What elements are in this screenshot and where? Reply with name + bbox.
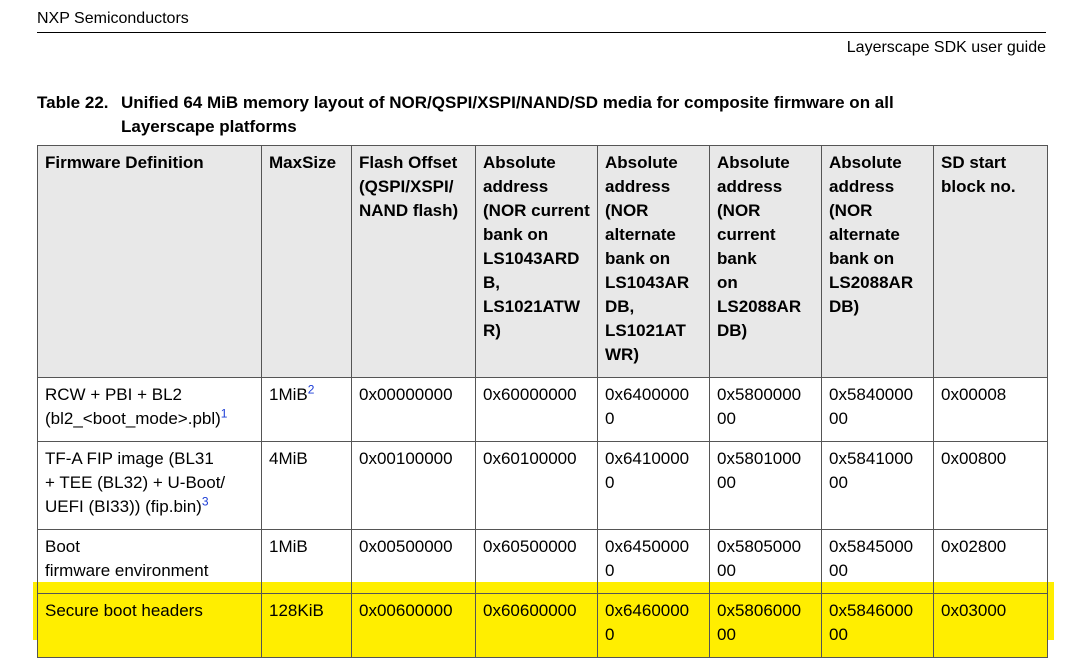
nor-current-ls1043-cell: 0x60500000	[476, 530, 598, 594]
column-header-line: MaxSize	[269, 153, 337, 172]
column-header-line: DB)	[829, 297, 860, 316]
cell-line: 0x5845000	[829, 537, 914, 556]
nor-current-ls2088-cell	[710, 442, 822, 530]
memory-layout-table	[37, 145, 1048, 658]
cell-line: 00	[829, 409, 848, 428]
column-header-line: B,	[483, 273, 500, 292]
column-header-line: WR)	[605, 345, 639, 364]
cell-line: 0	[605, 473, 615, 492]
cell-line: 00	[717, 561, 736, 580]
table-row	[38, 442, 1048, 530]
nor-current-ls1043-cell: 0x60600000	[476, 594, 598, 658]
column-header-line: address	[605, 177, 671, 196]
cell-line: 00	[717, 625, 736, 644]
column-header-line: Absolute	[717, 153, 790, 172]
cell-line: 0x5805000	[717, 537, 802, 556]
column-header-line: LS1021AT	[605, 321, 686, 340]
firmware-definition-cell	[38, 530, 262, 594]
nor-current-ls2088-cell	[710, 378, 822, 442]
cell-text: Boot	[45, 537, 80, 556]
column-header-line: Absolute	[483, 153, 556, 172]
cell-text: 128KiB	[269, 601, 324, 620]
cell-text: UEFI (BI33)) (fip.bin)	[45, 497, 202, 516]
column-header	[934, 146, 1048, 378]
sd-start-block-cell: 0x00008	[934, 378, 1048, 442]
column-header-line: bank on	[605, 249, 671, 268]
table-number: Table 22.	[37, 93, 109, 112]
column-header-line: block no.	[941, 177, 1016, 196]
column-header-line: DB,	[605, 297, 635, 316]
nor-current-ls1043-cell: 0x60000000	[476, 378, 598, 442]
column-header-line: bank on	[829, 249, 895, 268]
column-header-line: alternate	[605, 225, 676, 244]
cell-line	[45, 495, 254, 519]
cell-line: 00	[829, 473, 848, 492]
maxsize-cell	[262, 442, 352, 530]
column-header	[476, 146, 598, 378]
cell-line: 0x5806000	[717, 601, 802, 620]
column-header-line: on	[717, 273, 738, 292]
table-row	[38, 378, 1048, 442]
column-header-line: address	[829, 177, 895, 196]
flash-offset-cell: 0x00600000	[352, 594, 476, 658]
cell-line: 0x5800000	[717, 385, 802, 404]
header-divider	[37, 32, 1046, 33]
cell-text: RCW + PBI + BL2	[45, 385, 182, 404]
column-header-line: address	[717, 177, 783, 196]
footnote-link[interactable]: 2	[307, 382, 315, 397]
sd-start-block-cell: 0x00800	[934, 442, 1048, 530]
sd-start-block-cell: 0x03000	[934, 594, 1048, 658]
column-header-line: (NOR current	[483, 201, 590, 220]
flash-offset-cell: 0x00500000	[352, 530, 476, 594]
cell-line	[45, 599, 254, 623]
column-header-line: Absolute	[605, 153, 678, 172]
column-header-line: LS2088AR	[717, 297, 802, 316]
cell-line	[45, 535, 254, 559]
column-header-line: (NOR	[829, 201, 873, 220]
sd-start-block-cell: 0x02800	[934, 530, 1048, 594]
footnote-link[interactable]: 3	[201, 494, 209, 509]
column-header-line: current bank	[717, 225, 776, 268]
column-header-line: LS1043AR	[605, 273, 690, 292]
flash-offset-cell: 0x00100000	[352, 442, 476, 530]
cell-line: 0x6460000	[605, 601, 690, 620]
table-row	[38, 530, 1048, 594]
nor-alternate-ls1043-cell	[598, 594, 710, 658]
column-header	[822, 146, 934, 378]
cell-line: 0x5841000	[829, 449, 914, 468]
table-caption	[37, 91, 937, 139]
column-header	[710, 146, 822, 378]
cell-line: 0	[605, 409, 615, 428]
column-header-line: R)	[483, 321, 501, 340]
page-header-company: NXP Semiconductors	[37, 10, 189, 27]
cell-line: 0	[605, 561, 615, 580]
nor-alternate-ls2088-cell	[822, 442, 934, 530]
cell-line: 0x6400000	[605, 385, 690, 404]
column-header-line: LS2088AR	[829, 273, 914, 292]
maxsize-cell	[262, 530, 352, 594]
cell-line: 0x6410000	[605, 449, 690, 468]
nor-current-ls1043-cell: 0x60100000	[476, 442, 598, 530]
column-header-line: (NOR	[717, 201, 761, 220]
cell-line	[45, 383, 254, 407]
nor-alternate-ls2088-cell	[822, 530, 934, 594]
cell-text: Secure boot headers	[45, 601, 203, 620]
cell-text: 1MiB	[269, 385, 308, 404]
cell-text: (bl2_<boot_mode>.pbl)	[45, 409, 221, 428]
cell-line: 00	[829, 625, 848, 644]
cell-line	[45, 471, 254, 495]
cell-line: 0x5840000	[829, 385, 914, 404]
column-header-line: LS1043ARD	[483, 249, 580, 268]
table-header-row	[38, 146, 1048, 378]
column-header-line: bank on	[483, 225, 549, 244]
column-header-line: address	[483, 177, 549, 196]
footnote-link[interactable]: 1	[220, 406, 228, 421]
table-row	[38, 594, 1048, 658]
column-header-line: Flash Offset	[359, 153, 458, 172]
firmware-definition-cell	[38, 594, 262, 658]
column-header-line: DB)	[717, 321, 748, 340]
nor-alternate-ls1043-cell	[598, 378, 710, 442]
cell-line	[45, 447, 254, 471]
cell-text: TF-A FIP image (BL31	[45, 449, 214, 468]
column-header-line: (QSPI/XSPI/	[359, 177, 454, 196]
cell-text: 4MiB	[269, 449, 308, 468]
column-header-line: Firmware Definition	[45, 153, 204, 172]
column-header-line: NAND flash)	[359, 201, 459, 220]
cell-line: 0x5801000	[717, 449, 802, 468]
nor-alternate-ls1043-cell	[598, 530, 710, 594]
column-header	[38, 146, 262, 378]
maxsize-cell	[262, 594, 352, 658]
maxsize-cell	[262, 378, 352, 442]
cell-line	[45, 407, 254, 431]
caption-line-1: Unified 64 MiB memory layout of NOR/QSPI/XSPI/NAND/SD media for composite firmware on all	[121, 93, 894, 112]
nor-alternate-ls1043-cell	[598, 442, 710, 530]
column-header-line: SD start	[941, 153, 1007, 172]
caption-line-2: Layerscape platforms	[121, 117, 297, 136]
cell-text: firmware environment	[45, 561, 209, 580]
column-header-line: Absolute	[829, 153, 902, 172]
cell-line: 0	[605, 625, 615, 644]
cell-line: 00	[829, 561, 848, 580]
cell-text: + TEE (BL32) + U-Boot/	[45, 473, 226, 492]
cell-line: 0x6450000	[605, 537, 690, 556]
nor-current-ls2088-cell	[710, 594, 822, 658]
column-header-line: LS1021ATW	[483, 297, 580, 316]
cell-line: 00	[717, 409, 736, 428]
flash-offset-cell: 0x00000000	[352, 378, 476, 442]
column-header-line: (NOR	[605, 201, 649, 220]
nor-current-ls2088-cell	[710, 530, 822, 594]
nor-alternate-ls2088-cell	[822, 594, 934, 658]
column-header	[598, 146, 710, 378]
firmware-definition-cell	[38, 378, 262, 442]
cell-line: 0x5846000	[829, 601, 914, 620]
column-header-line: alternate	[829, 225, 900, 244]
nor-alternate-ls2088-cell	[822, 378, 934, 442]
cell-line	[45, 559, 254, 583]
cell-text: 1MiB	[269, 537, 308, 556]
firmware-definition-cell	[38, 442, 262, 530]
column-header	[262, 146, 352, 378]
cell-line: 00	[717, 473, 736, 492]
page-header-doc-title: Layerscape SDK user guide	[846, 39, 1046, 56]
column-header	[352, 146, 476, 378]
